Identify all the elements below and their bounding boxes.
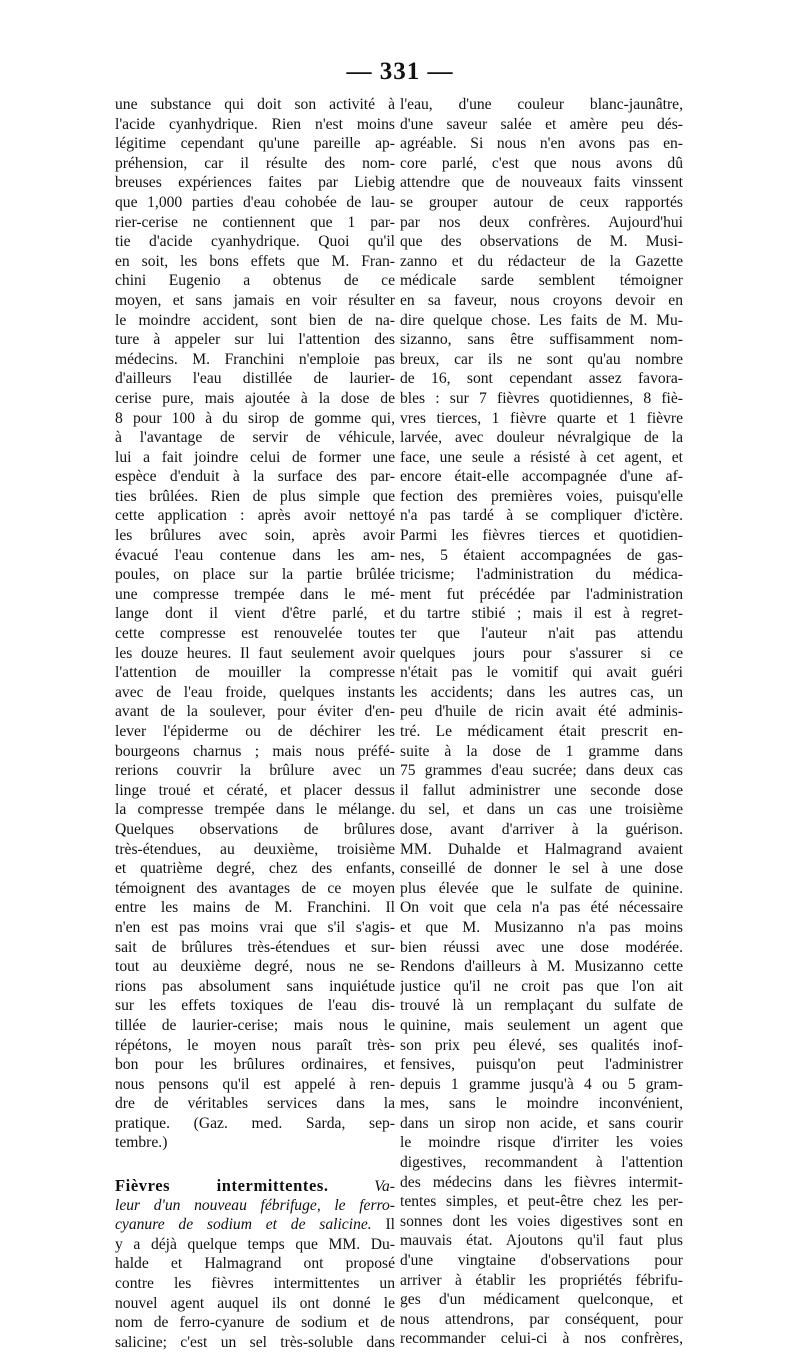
text-line: nous pensons qu'il est appelé à ren-: [115, 1075, 395, 1093]
text-line: le moindre risque d'irriter les voies: [400, 1134, 683, 1152]
text-line: halde et Halmagrand ont proposé: [115, 1255, 395, 1273]
page-number: — 331 —: [346, 58, 454, 85]
text-line: depuis 1 gramme jusqu'à 4 ou 5 gram-: [400, 1075, 683, 1093]
text-line: une compresse trempée dans le mé-: [115, 585, 395, 603]
text-line: tout au deuxième degré, nous ne se-: [115, 958, 395, 976]
text-line: les douze heures. Il faut seulement avoir: [115, 644, 395, 662]
italic-text: cyanure de sodium et de salicine.: [115, 1216, 372, 1234]
text-line: que 1,000 parties d'eau cohobée de lau-: [115, 193, 395, 211]
text-line: médecins. M. Franchini n'emploie pas: [115, 350, 395, 368]
text-line: avec de l'eau froide, quelques instants: [115, 683, 395, 701]
text-line: trouvé là un remplaçant du sulfate de: [400, 997, 683, 1015]
text-line: en sa faveur, nous croyons devoir en: [400, 291, 683, 309]
text-line: la compresse trempée dans le mélange.: [115, 801, 395, 819]
text-line: lever l'épiderme ou de déchirer les: [115, 723, 395, 740]
text-line: ture à appeler sur lui l'attention des: [115, 331, 395, 349]
text-line: sonnes dont les voies digestives sont en: [400, 1212, 683, 1230]
text-line: lange dont il vient d'être parlé, et: [115, 605, 395, 623]
text-line: rier-cerise ne contiennent que 1 par-: [115, 213, 395, 231]
text-line: cerise pure, mais ajoutée à la dose de: [115, 389, 395, 407]
text-line: ges d'un médicament quelconque, et: [400, 1291, 683, 1309]
text-line: nes, 5 étaient accompagnées de gas-: [400, 546, 683, 564]
text-line: bourgeons charnus ; mais nous préfé-: [115, 742, 395, 760]
section-title: Fièvres intermittentes.: [115, 1176, 329, 1196]
text-line: moyen, et sans jamais en voir résulter: [115, 291, 395, 309]
text-line: ties brûlées. Rien de plus simple que: [115, 487, 395, 505]
section-heading-line: [115, 1176, 395, 1196]
text-line: y a déjà quelque temps que MM. Du-: [115, 1235, 395, 1253]
text-line: bon pour les brûlures ordinaires, et: [115, 1056, 395, 1074]
text-line: d'une saveur salée et amère peu dés-: [400, 115, 683, 133]
text-line: fensives, puisqu'on peut l'administrer: [400, 1056, 683, 1074]
text-line: le moindre accident, sont bien de na-: [115, 311, 395, 329]
text-line: entre les mains de M. Franchini. Il: [115, 899, 395, 917]
text-line: quelques jours pour s'assurer si ce: [400, 644, 683, 662]
text-line: attendre que de nouveaux faits vinssent: [400, 174, 683, 192]
text-line: ter que l'auteur n'ait pas attendu: [400, 625, 683, 643]
text-line: 75 grammes d'eau sucrée; dans deux cas: [400, 762, 683, 780]
text-line: encore était-elle accompagnée d'une af-: [400, 468, 683, 486]
text-line: tentes simples, et peut-être chez les per-: [400, 1193, 683, 1211]
text-line: lui a fait joindre celui de former une: [115, 448, 395, 466]
text-line: dose, avant d'arriver à la guérison.: [400, 820, 683, 838]
text-line: d'une vingtaine d'observations pour: [400, 1252, 683, 1270]
text-line: sur les effets toxiques de l'eau dis-: [115, 997, 395, 1015]
text-line: nous attendrons, par conséquent, pour: [400, 1310, 683, 1328]
text-line: n'était pas le vomitif qui avait guéri: [400, 664, 683, 682]
text-line: zanno et du rédacteur de la Gazette: [400, 252, 683, 270]
text-line: tré. Le médicament était prescrit en-: [400, 723, 683, 740]
text-line: préhension, car il résulte des nom-: [115, 154, 395, 172]
text-line: n'en est pas moins vrai que s'il s'agis-: [115, 918, 395, 936]
text-line: conseillé de donner le sel à une dose: [400, 860, 683, 878]
text-line: recommander celui-ci à nos confrères,: [400, 1330, 683, 1348]
text-line: breux, car ils ne sont qu'au nombre: [400, 350, 683, 368]
text-line: sizanno, sans être suffisamment nom-: [400, 331, 683, 349]
text-line: tricisme; l'administration du médica-: [400, 566, 683, 584]
text-line: digestives, recommandent à l'attention: [400, 1154, 683, 1172]
text-line: 8 pour 100 à du sirop de gomme qui,: [115, 409, 395, 427]
text-line: Parmi les fièvres tierces et quotidien-: [400, 527, 683, 545]
text-line: tie d'acide cyanhydrique. Quoi qu'il: [115, 233, 395, 251]
text-line: dans un sirop non acide, et sans courir: [400, 1114, 683, 1132]
text-line: nouvel agent auquel ils ont donné le: [115, 1294, 395, 1312]
text-line: espèce d'enduit à la surface des par-: [115, 468, 395, 486]
text-line: d'ailleurs l'eau distillée de laurier-: [115, 370, 395, 388]
text-line: suite à la dose de 1 gramme dans: [400, 742, 683, 760]
text-line: On voit que cela n'a pas été nécessaire: [400, 899, 683, 917]
text-line: dre de véritables services dans la: [115, 1095, 395, 1113]
text-line: les accidents; dans les autres cas, un: [400, 683, 683, 701]
text-line: face, une seule a résisté à cet agent, et: [400, 448, 683, 466]
text-line: nom de ferro-cyanure de sodium et de: [115, 1314, 395, 1332]
text-line: et quatrième degré, chez des enfants,: [115, 860, 395, 878]
text-line: répétons, le moyen nous paraît très-: [115, 1036, 395, 1054]
text-line: légitime cependant qu'une pareille ap-: [115, 135, 395, 153]
text-line: pratique. (Gaz. med. Sarda, sep-: [115, 1114, 395, 1132]
text-line: breuses expériences faites par Liebig: [115, 174, 395, 192]
text-fragment: Il: [385, 1216, 395, 1234]
text-line: Quelques observations de brûlures: [115, 820, 395, 838]
right-column: [400, 95, 683, 1349]
text-line: se grouper autour de ceux rapportés: [400, 193, 683, 211]
text-line: ment fut précédée par l'administration: [400, 585, 683, 603]
text-line: plus élevée que le sulfate de quinine.: [400, 879, 683, 897]
text-line: à l'avantage de servir de véhicule,: [115, 429, 395, 447]
text-line: que des observations de M. Musi-: [400, 233, 683, 251]
text-line: rerions couvrir la brûlure avec un: [115, 762, 395, 780]
text-line: avant de la soulever, pour éviter d'en-: [115, 703, 395, 721]
text-line: une substance qui doit son activité à: [115, 96, 395, 113]
text-line: par nos deux confrères. Aujourd'hui: [400, 213, 683, 231]
text-line: core parlé, c'est que nous avons dû: [400, 154, 683, 172]
text-line: poules, on place sur la partie brûlée: [115, 566, 395, 584]
text-line: sait de brûlures très-étendues et sur-: [115, 938, 395, 956]
text-line: cette compresse est renouvelée toutes: [115, 625, 395, 643]
text-line: contre les fièvres intermittentes un: [115, 1275, 395, 1293]
text-line: bles : sur 7 fièvres quotidiennes, 8 fiè-: [400, 389, 683, 407]
text-line: peu d'huile de ricin avait été adminis-: [400, 703, 683, 721]
text-line: justice qu'il ne croit pas que l'on ait: [400, 977, 683, 995]
text-line: des médecins dans les fièvres intermit-: [400, 1173, 683, 1191]
text-line: médicale sarde semblent témoigner: [400, 272, 683, 290]
left-column: [115, 95, 395, 1352]
text-line: du sel, et dans un cas une troisième: [400, 801, 683, 819]
text-line: rions pas absolument sans inquiétude: [115, 977, 395, 995]
text-line: linge troué et cératé, et placer dessus: [115, 781, 395, 799]
text-line: agréable. Si nous n'en avons pas en-: [400, 135, 683, 153]
text-line: il fallut administrer une seconde dose: [400, 781, 683, 799]
section-subtitle-line: [115, 1215, 395, 1235]
text-line: mauvais état. Ajoutons qu'il faut plus: [400, 1232, 683, 1250]
text-line: fection des premières voies, puisqu'elle: [400, 487, 683, 505]
text-line: vres tierces, 1 fièvre quarte et 1 fièvre: [400, 409, 683, 427]
text-line: Rendons d'ailleurs à M. Musizanno cette: [400, 958, 683, 976]
text-line: n'a pas tardé à se compliquer d'ictère.: [400, 507, 683, 525]
text-line: tillée de laurier-cerise; mais nous le: [115, 1016, 395, 1034]
text-line: témoignent des avantages de ce moyen: [115, 879, 395, 897]
text-line: salicine; c'est un sel très-soluble dans: [115, 1333, 395, 1351]
text-line: chini Eugenio a obtenus de ce: [115, 272, 395, 290]
text-line: cette application : après avoir nettoyé: [115, 507, 395, 525]
italic-text: leur d'un nouveau fébrifuge, le ferro-: [115, 1196, 395, 1214]
text-line: évacué l'eau contenue dans les am-: [115, 546, 395, 564]
section-gap: [115, 1153, 395, 1176]
text-line: mes, sans le moindre inconvénient,: [400, 1095, 683, 1113]
text-line: larvée, avec douleur névralgique de la: [400, 429, 683, 447]
text-line: très-étendues, au deuxième, troisième: [115, 840, 395, 858]
text-line: les brûlures avec soin, après avoir: [115, 527, 395, 545]
text-line: l'acide cyanhydrique. Rien n'est moins: [115, 115, 395, 133]
text-line: l'eau, d'une couleur blanc-jaunâtre,: [400, 96, 683, 113]
section-subtitle-start: Va-: [374, 1178, 395, 1196]
text-line: arriver à établir les propriétés fébrifu-: [400, 1271, 683, 1289]
text-line: bien réussi avec une dose modérée.: [400, 938, 683, 956]
text-line: l'attention de mouiller la compresse: [115, 664, 395, 682]
text-line: quinine, mais seulement un agent que: [400, 1016, 683, 1034]
text-line: tembre.): [115, 1134, 168, 1152]
text-line: MM. Duhalde et Halmagrand avaient: [400, 840, 683, 858]
text-line: du tartre stibié ; mais il est à regret-: [400, 605, 683, 623]
text-line: dire quelque chose. Les faits de M. Mu-: [400, 311, 683, 329]
text-line: de 16, sont cependant assez favora-: [400, 370, 683, 388]
text-line: en soit, les bons effets que M. Fran-: [115, 252, 395, 270]
text-line: et que M. Musizanno n'a pas moins: [400, 918, 683, 936]
section-subtitle-line: [115, 1196, 395, 1216]
text-line: son prix peu élevé, ses qualités inof-: [400, 1036, 683, 1054]
